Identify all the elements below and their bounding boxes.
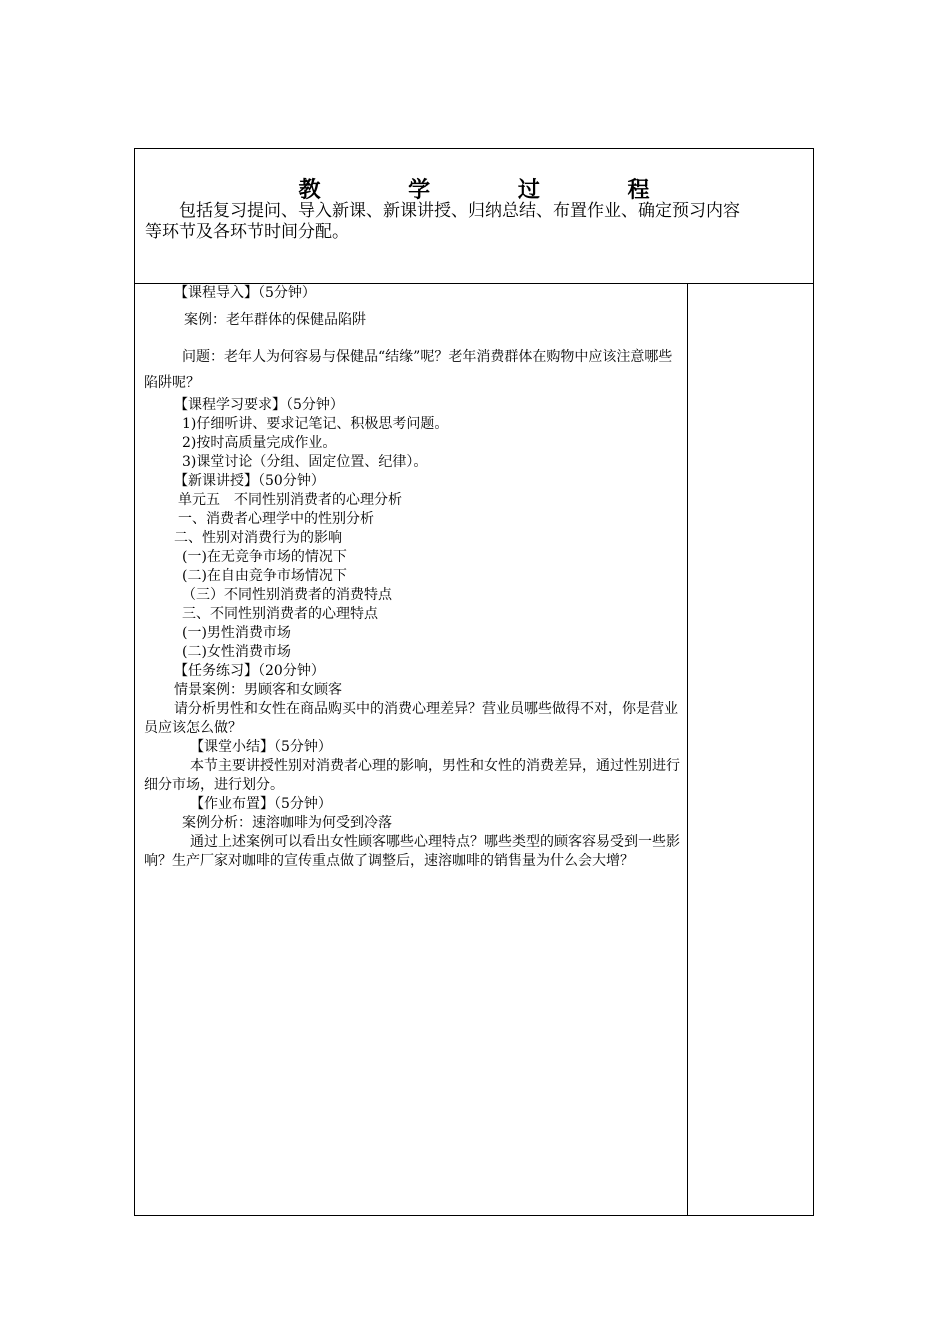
list-item: (二)在自由竞争市场情况下	[182, 568, 347, 584]
list-item: 1)仔细听讲、要求记笔记、积极思考问题。	[182, 416, 449, 432]
column-divider	[687, 284, 688, 1215]
section-heading: 【任务练习】（20分钟）	[174, 663, 325, 679]
list-item: (二)女性消费市场	[182, 644, 291, 660]
section-heading: 【课程导入】（5分钟）	[174, 285, 316, 301]
list-item: （三）不同性别消费者的消费特点	[182, 587, 392, 603]
content-line: 案例分析：速溶咖啡为何受到冷落	[182, 815, 392, 831]
content-line: 单元五 不同性别消费者的心理分析	[178, 492, 402, 508]
content-line: 三、不同性别消费者的心理特点	[182, 606, 378, 622]
content-line: 一、消费者心理学中的性别分析	[178, 511, 374, 527]
content-paragraph: 通过上述案例可以看出女性顾客哪些心理特点？哪些类型的顾客容易受到一些影响？生产厂家对咖啡的宣传重点做了调整后，速溶咖啡的销售量为什么会大增？	[144, 834, 680, 869]
page-title: 教 学 过 程	[298, 177, 690, 203]
table-body	[135, 284, 813, 1215]
section-heading: 【新课讲授】（50分钟）	[174, 473, 325, 489]
list-item: (一)男性消费市场	[182, 625, 291, 641]
content-paragraph: 请分析男性和女性在商品购买中的消费心理差异？营业员哪些做得不对，你是营业员应该怎么做？	[144, 701, 678, 736]
content-line: 案例：老年群体的保健品陷阱	[184, 312, 366, 328]
section-heading: 【作业布置】（5分钟）	[190, 796, 332, 812]
list-item: 3)课堂讨论（分组、固定位置、纪律）。	[182, 454, 428, 470]
lesson-content	[144, 284, 684, 871]
section-heading: 【课程学习要求】（5分钟）	[174, 397, 344, 413]
list-item: (一)在无竞争市场的情况下	[182, 549, 347, 565]
content-paragraph: 本节主要讲授性别对消费者心理的影响，男性和女性的消费差异，通过性别进行细分市场，进行划分。	[144, 758, 680, 793]
section-heading: 【课堂小结】（5分钟）	[190, 739, 332, 755]
intro-line-2: 等环节及各环节时间分配。	[145, 222, 349, 242]
content-line: 情景案例：男顾客和女顾客	[174, 682, 342, 698]
content-paragraph: 问题：老年人为何容易与保健品“结缘”呢？老年消费群体在购物中应该注意哪些陷阱呢？	[144, 349, 673, 391]
intro-line-1: 包括复习提问、导入新课、新课讲授、归纳总结、布置作业、确定预习内容	[179, 201, 740, 221]
table-header	[135, 149, 813, 284]
intro-text	[145, 201, 807, 243]
content-line: 二、性别对消费行为的影响	[174, 530, 342, 546]
list-item: 2)按时高质量完成作业。	[182, 435, 337, 451]
lesson-table	[134, 148, 814, 1216]
